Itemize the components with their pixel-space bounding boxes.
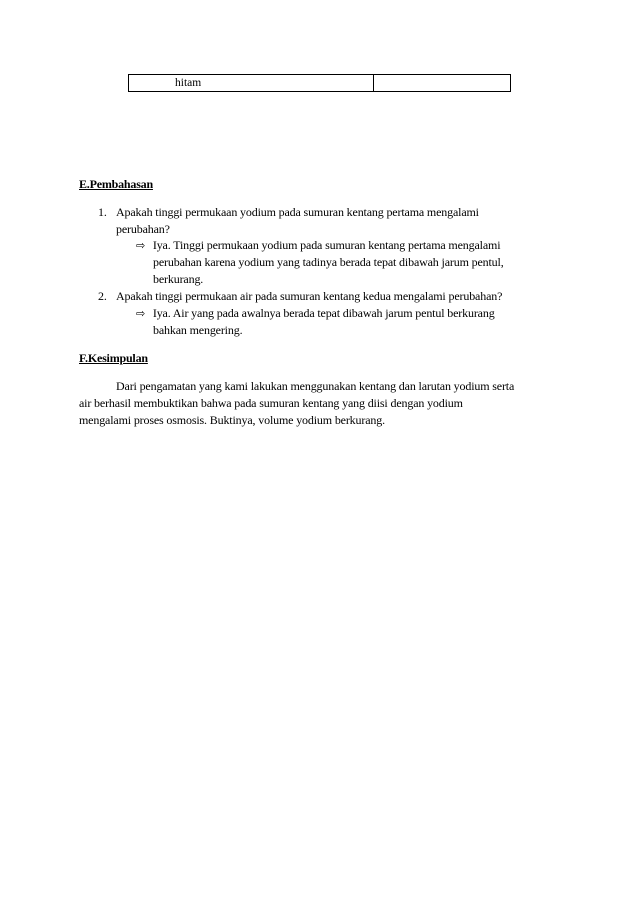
section-heading-pembahasan: E.Pembahasan [79,177,153,191]
arrow-right-icon: ⇨ [136,239,146,252]
results-table-fragment [128,74,511,92]
answer-1-line-3: berkurang. [153,272,204,286]
question-2-line-1: Apakah tinggi permukaan air pada sumuran kentang kedua mengalami perubahan? [116,289,503,303]
section-heading-kesimpulan: F.Kesimpulan [79,351,148,365]
question-1-line-2: perubahan? [116,222,170,236]
question-1-line-1: Apakah tinggi permukaan yodium pada sumuran kentang pertama mengalami [116,205,479,219]
conclusion-line-2: air berhasil membuktikan bahwa pada sumuran kentang yang diisi dengan yodium [79,396,463,410]
answer-2-line-2: bahkan mengering. [153,323,243,337]
arrow-right-icon: ⇨ [136,307,146,320]
answer-1-line-1 [136,238,500,253]
conclusion-line-3: mengalami proses osmosis. Buktinya, volume yodium berkurang. [79,413,385,427]
table-cell-color: hitam [129,75,374,92]
question-1-number: 1. [98,205,107,219]
conclusion-line-1: Dari pengamatan yang kami lakukan menggunakan kentang dan larutan yodium serta [116,379,515,393]
table-row [129,75,511,92]
table-cell-empty [374,75,511,92]
answer-2-line-1 [136,306,495,321]
answer-2-text: Iya. Air yang pada awalnya berada tepat dibawah jarum pentul berkurang [152,306,495,320]
question-2-number: 2. [98,289,107,303]
answer-1-line-2: perubahan karena yodium yang tadinya berada tepat dibawah jarum pentul, [153,255,504,269]
answer-1-text: Iya. Tinggi permukaan yodium pada sumuran kentang pertama mengalami [152,238,501,252]
